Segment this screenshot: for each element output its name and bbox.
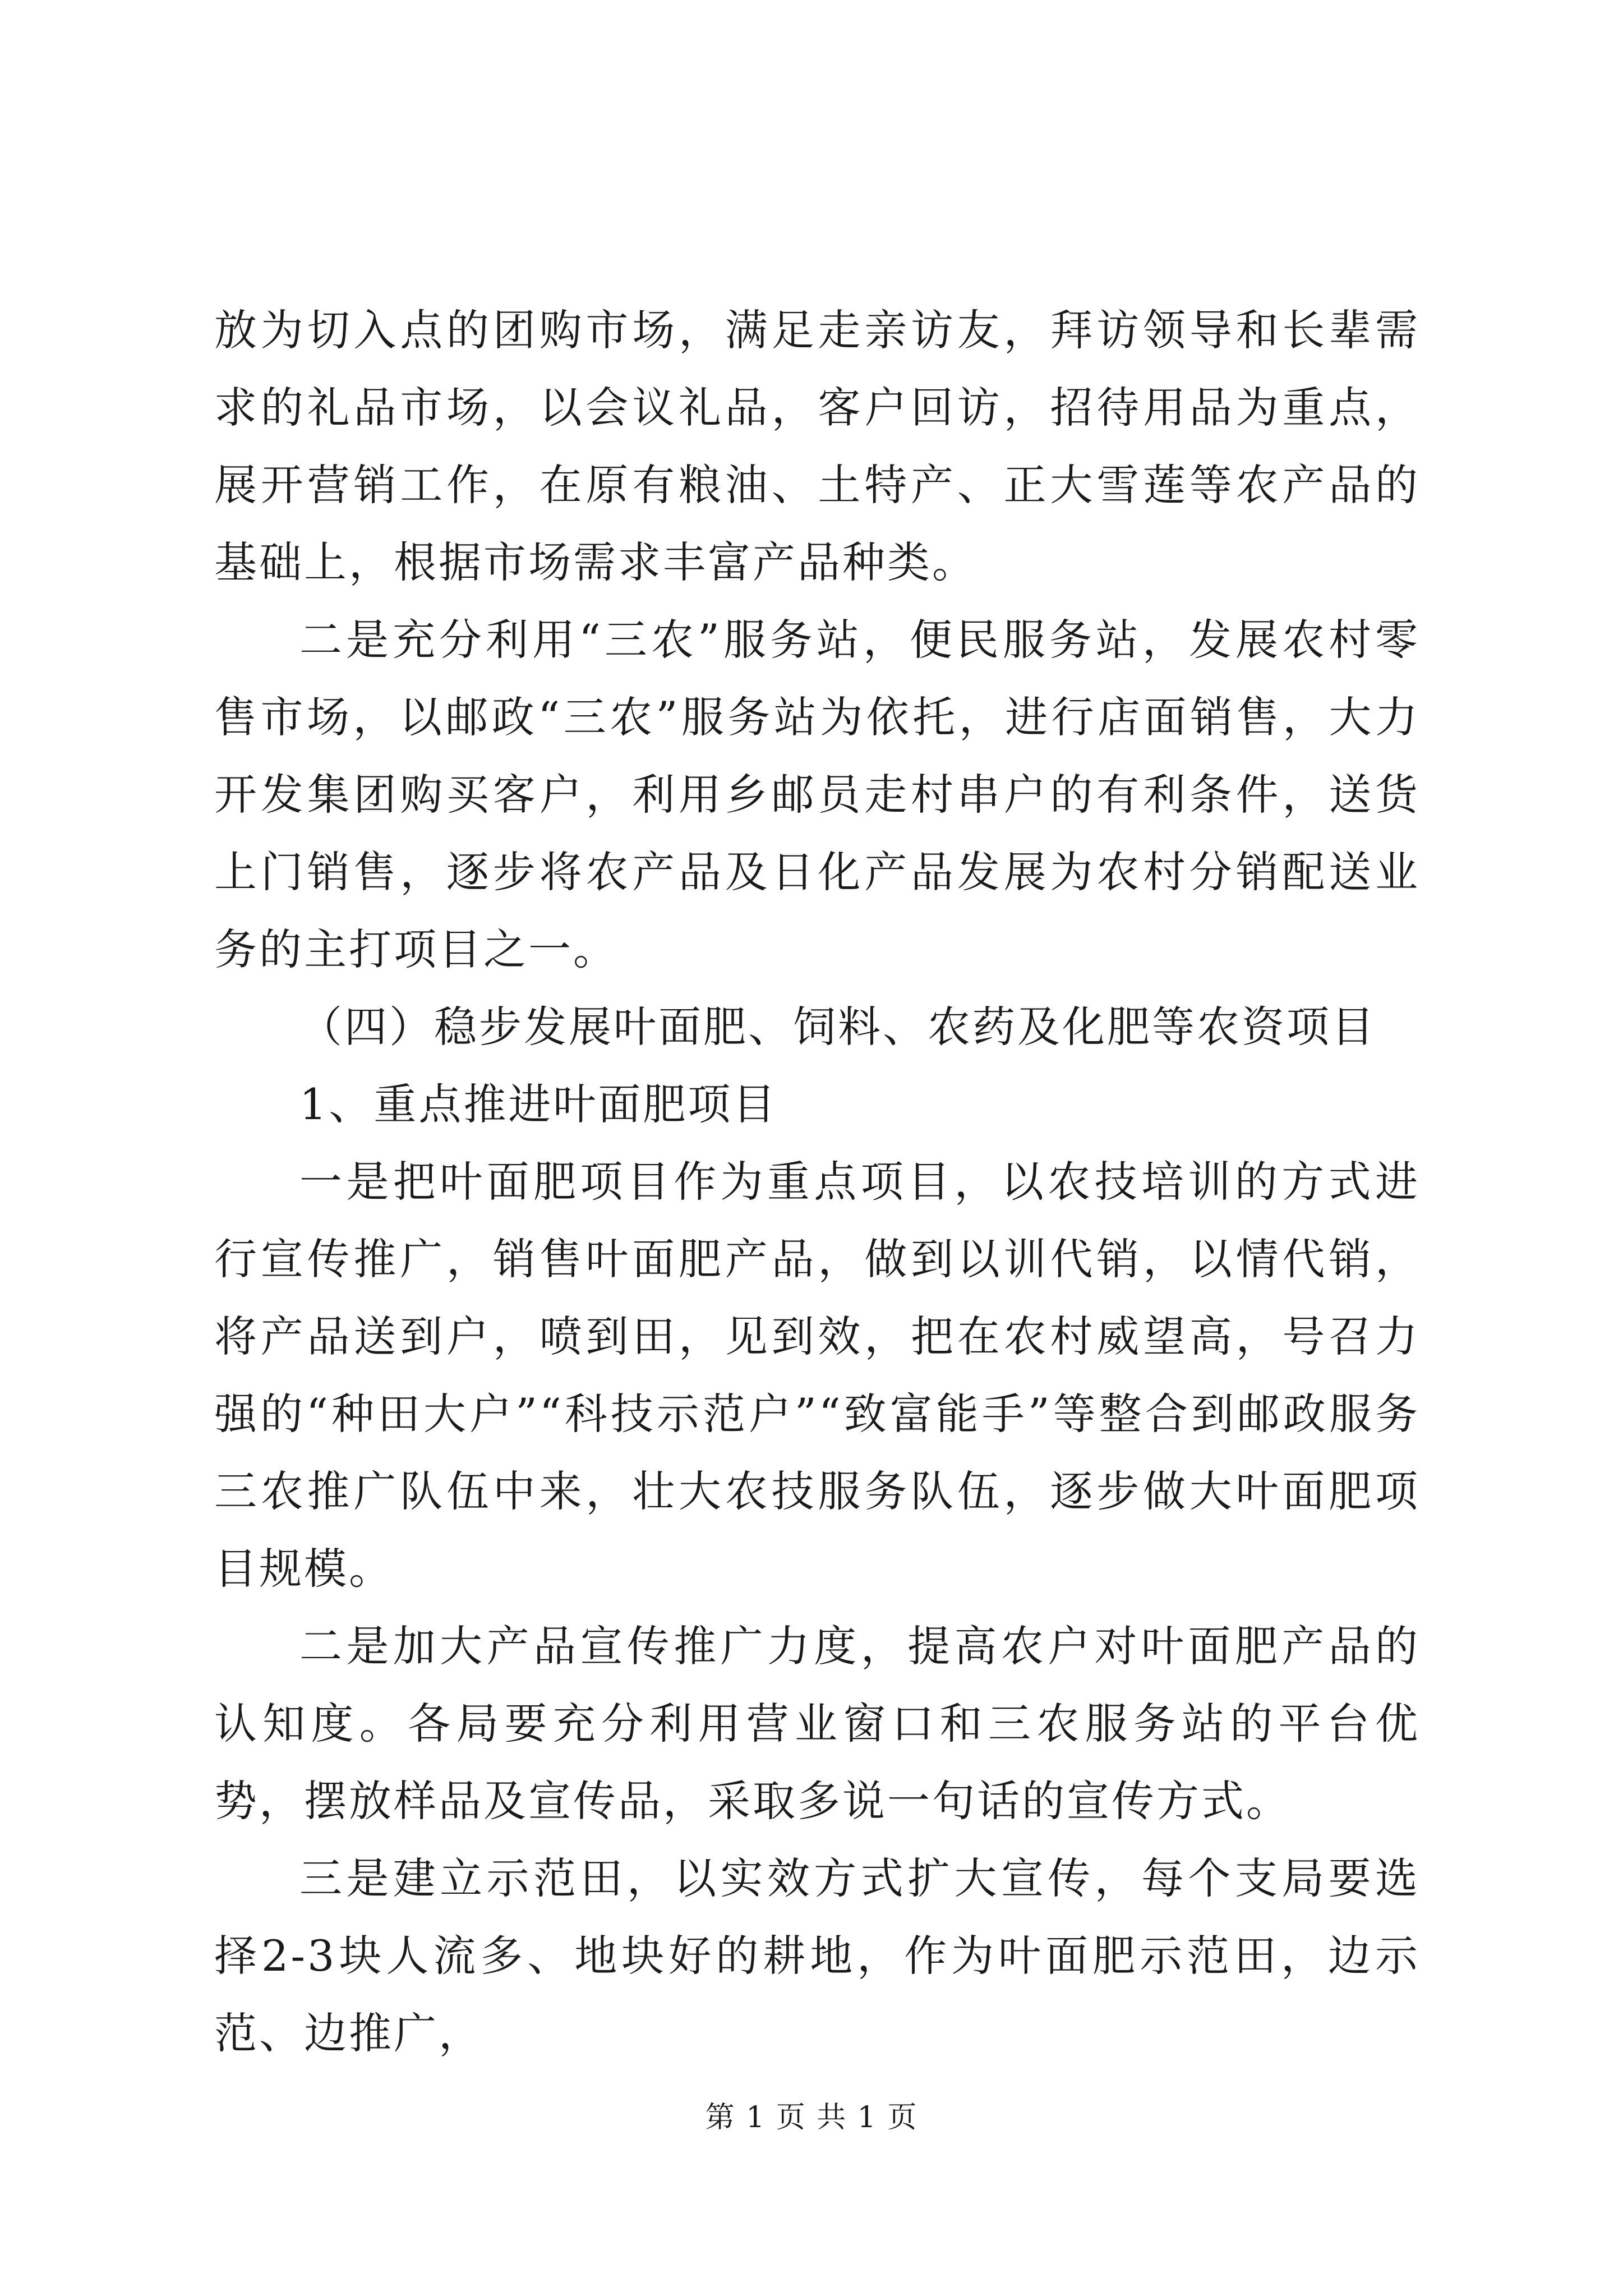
- subsection-heading-foliar-fertilizer: 1、重点推进叶面肥项目: [299, 1079, 778, 1129]
- page-footer: [0, 2098, 1623, 2137]
- paragraph-point-two: 二是加大产品宣传推广力度，提高农户对叶面肥产品的认知度。各局要充分利用营业窗口和三农服务站的平台优势，摆放样品及宣传品，采取多说一句话的宣传方式。: [214, 1621, 1420, 1826]
- section-heading-agri-supplies: （四）稳步发展叶面肥、饲料、农药及化肥等农资项目: [299, 1002, 1376, 1052]
- paragraph-point-one: 一是把叶面肥项目作为重点项目，以农技培训的方式进行宣传推广，销售叶面肥产品，做到以训代销，以情代销，将产品送到户，喷到田，见到效，把在农村威望高，号召力强的“种田大户”“科技示范户”“致富能手”等整合到邮政服务三农推广队伍中来，壮大农技服务队伍，逐步做大叶面肥项目规模。: [214, 1157, 1420, 1594]
- page-number-label: 第 1 页 共 1 页: [705, 2101, 918, 2134]
- document-body: [214, 292, 1420, 2072]
- paragraph-continuation: 放为切入点的团购市场，满足走亲访友，拜访领导和长辈需求的礼品市场，以会议礼品，客户回访，招待用品为重点，展开营销工作，在原有粮油、土特产、正大雪莲等农产品的基础上，根据市场需求丰富产品种类。: [214, 305, 1420, 587]
- paragraph-rural-retail: 二是充分利用“三农”服务站，便民服务站，发展农村零售市场，以邮政“三农”服务站为依托，进行店面销售，大力开发集团购买客户，利用乡邮员走村串户的有利条件，送货上门销售，逐步将农产品及日化产品发展为农村分销配送业务的主打项目之一。: [214, 615, 1420, 974]
- paragraph-point-three: 三是建立示范田，以实效方式扩大宣传，每个支局要选择2-3块人流多、地块好的耕地，作为叶面肥示范田，边示范、边推广，: [214, 1853, 1420, 2058]
